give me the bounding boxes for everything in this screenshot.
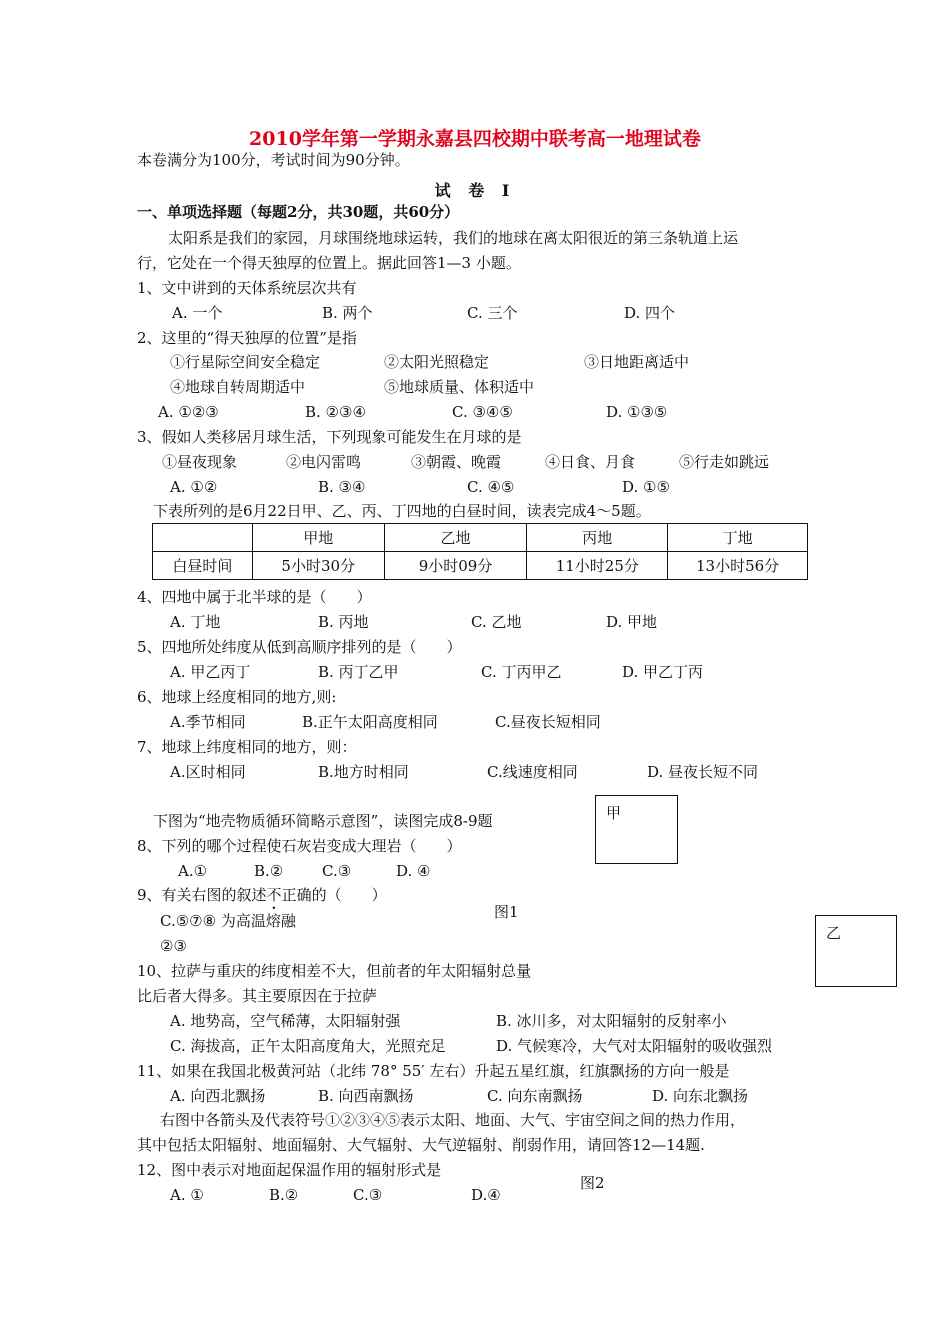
question-5-option-b: B. 丙丁乙甲 — [318, 663, 399, 681]
question-3-item-5: ⑤行走如跳远 — [679, 453, 770, 471]
figure-2-caption: 图2 — [580, 1174, 605, 1192]
table-intro: 下表所列的是6月22日甲、乙、丙、丁四地的白昼时间，读表完成4～5题。 — [153, 502, 651, 520]
question-6-option-a: A.季节相同 — [170, 713, 246, 731]
figure-1-caption: 图1 — [494, 903, 519, 921]
question-7-option-d: D. 昼夜长短不同 — [647, 763, 759, 781]
table-header-cell: 丁地 — [668, 524, 808, 552]
passage2-line2: 其中包括太阳辐射、地面辐射、大气辐射、大气逆辐射、削弱作用，请回答12—14题. — [137, 1136, 705, 1154]
figure-2-box — [815, 915, 897, 987]
question-8-option-d: D. ④ — [396, 862, 431, 880]
question-1-option-a: A. 一个 — [172, 304, 223, 322]
question-6-option-c: C.昼夜长短相同 — [495, 713, 601, 731]
question-10-stem-line1: 10、拉萨与重庆的纬度相差不大，但前者的年太阳辐射总量 — [137, 962, 532, 980]
question-4-stem: 4、四地中属于北半球的是（ ） — [137, 588, 372, 606]
question-11-option-d: D. 向东北飘扬 — [652, 1087, 749, 1105]
question-5-option-c: C. 丁丙甲乙 — [481, 663, 562, 681]
question-4-option-c: C. 乙地 — [471, 613, 522, 631]
question-1-option-c: C. 三个 — [467, 304, 518, 322]
question-3-stem: 3、假如人类移居月球生活，下列现象可能发生在月球的是 — [137, 428, 522, 446]
question-4-option-d: D. 甲地 — [606, 613, 658, 631]
question-11-stem: 11、如果在我国北极黄河站（北纬 78° 55′ 左右）升起五星红旗，红旗飘扬的方向一般是 — [137, 1062, 730, 1080]
question-3-item-4: ④日食、月食 — [545, 453, 636, 471]
question-10-option-a: A. 地势高，空气稀薄，太阳辐射强 — [170, 1012, 401, 1030]
question-3-option-d: D. ①⑤ — [622, 478, 670, 496]
question-3-option-b: B. ③④ — [318, 478, 366, 496]
question-2-option-a: A. ①②③ — [158, 403, 219, 421]
question-9-stem-post: 正确的（ ） — [281, 886, 387, 904]
question-7-option-a: A.区时相同 — [170, 763, 246, 781]
figure-1-box — [595, 795, 678, 864]
question-1-option-d: D. 四个 — [624, 304, 676, 322]
table-header-cell: 乙地 — [384, 524, 527, 552]
question-12-stem: 12、图中表示对地面起保温作用的辐射形式是 — [137, 1161, 442, 1179]
table-cell: 白昼时间 — [153, 552, 253, 580]
table-cell: 11小时25分 — [527, 552, 668, 580]
question-2-item-5: ⑤地球质量、体积适中 — [384, 378, 535, 396]
question-9-option-c: C.⑤⑦⑧ 为高温熔融 — [160, 912, 296, 930]
question-2-option-c: C. ③④⑤ — [452, 403, 513, 421]
question-8-option-a: A.① — [178, 862, 208, 880]
question-12-option-a: A. ① — [170, 1186, 204, 1204]
daylight-table — [152, 523, 808, 580]
question-7-stem: 7、地球上纬度相同的地方，则： — [137, 738, 357, 756]
question-1-option-b: B. 两个 — [322, 304, 373, 322]
table-cell: 9小时09分 — [384, 552, 527, 580]
table-header-cell — [153, 524, 253, 552]
exam-intro: 本卷满分为100分，考试时间为90分钟。 — [137, 151, 410, 169]
table-cell: 5小时30分 — [252, 552, 384, 580]
paper-label: 试 卷 I — [434, 181, 516, 200]
question-8-option-c: C.③ — [322, 862, 352, 880]
question-10-option-b: B. 冰川多，对太阳辐射的反射率小 — [496, 1012, 727, 1030]
table-cell: 13小时56分 — [668, 552, 808, 580]
question-1-stem: 1、文中讲到的天体系统层次共有 — [137, 279, 357, 297]
question-7-option-b: B.地方时相同 — [318, 763, 409, 781]
question-3-item-3: ③朝霞、晚霞 — [411, 453, 502, 471]
table-header-cell: 丙地 — [527, 524, 668, 552]
question-6-option-b: B.正午太阳高度相同 — [302, 713, 438, 731]
question-10-stem-line2: 比后者大得多。其主要原因在于拉萨 — [137, 987, 378, 1005]
question-4-option-b: B. 丙地 — [318, 613, 369, 631]
question-10-option-c: C. 海拔高，正午太阳高度角大，光照充足 — [170, 1037, 446, 1055]
question-2-option-d: D. ①③⑤ — [606, 403, 668, 421]
question-3-item-2: ②电闪雷鸣 — [286, 453, 362, 471]
figure-2-box-label: 乙 — [826, 924, 842, 942]
question-12-option-b: B.② — [269, 1186, 299, 1204]
question-4-option-a: A. 丁地 — [170, 613, 221, 631]
table-header-cell: 甲地 — [252, 524, 384, 552]
question-2-stem: 2、这里的“得天独厚的位置”是指 — [137, 329, 357, 347]
question-12-option-d: D.④ — [471, 1186, 501, 1204]
question-2-item-3: ③日地距离适中 — [584, 353, 690, 371]
question-3-option-c: C. ④⑤ — [467, 478, 515, 496]
question-9-stem-emphasis: 不 — [266, 886, 282, 904]
figure-1-box-label: 甲 — [606, 804, 622, 822]
passage1-line1: 太阳系是我们的家园，月球围绕地球运转，我们的地球在离太阳很近的第三条轨道上运 — [168, 229, 739, 247]
question-8-stem: 8、下列的哪个过程使石灰岩变成大理岩（ ） — [137, 837, 462, 855]
question-9-stem — [137, 885, 387, 913]
question-7-option-c: C.线速度相同 — [487, 763, 578, 781]
question-6-stem: 6、地球上经度相同的地方,则: — [137, 688, 337, 706]
question-2-item-4: ④地球自转周期适中 — [170, 378, 306, 396]
table-header-row — [153, 524, 808, 552]
question-12-option-c: C.③ — [353, 1186, 383, 1204]
question-2-option-b: B. ②③④ — [305, 403, 366, 421]
passage1-line2: 行，它处在一个得天独厚的位置上。据此回答1—3 小题。 — [137, 254, 521, 272]
section-heading: 一、单项选择题（每题2分，共30题，共60分） — [137, 203, 460, 221]
question-11-option-c: C. 向东南飘扬 — [487, 1087, 583, 1105]
table-row — [153, 552, 808, 580]
question-5-option-d: D. 甲乙丁丙 — [622, 663, 704, 681]
figure-intro: 下图为“地壳物质循环简略示意图”，读图完成8-9题 — [153, 812, 493, 830]
passage2-line1: 右图中各箭头及代表符号①②③④⑤表示太阳、地面、大气、宇宙空间之间的热力作用， — [160, 1111, 746, 1129]
exam-title: 2010学年第一学期永嘉县四校期中联考高一地理试卷 — [249, 128, 701, 150]
question-3-item-1: ①昼夜现象 — [162, 453, 238, 471]
question-2-item-1: ①行星际空间安全稳定 — [170, 353, 321, 371]
question-9-extra: ②③ — [160, 937, 187, 955]
question-2-item-2: ②太阳光照稳定 — [384, 353, 490, 371]
question-9-stem-pre: 9、有关右图的叙述 — [137, 886, 267, 904]
question-3-option-a: A. ①② — [170, 478, 218, 496]
question-10-option-d: D. 气候寒冷，大气对太阳辐射的吸收强烈 — [496, 1037, 773, 1055]
question-11-option-b: B. 向西南飘扬 — [318, 1087, 414, 1105]
question-5-option-a: A. 甲乙丙丁 — [170, 663, 251, 681]
question-8-option-b: B.② — [254, 862, 284, 880]
question-11-option-a: A. 向西北飘扬 — [170, 1087, 266, 1105]
question-5-stem: 5、四地所处纬度从低到高顺序排列的是（ ） — [137, 638, 462, 656]
